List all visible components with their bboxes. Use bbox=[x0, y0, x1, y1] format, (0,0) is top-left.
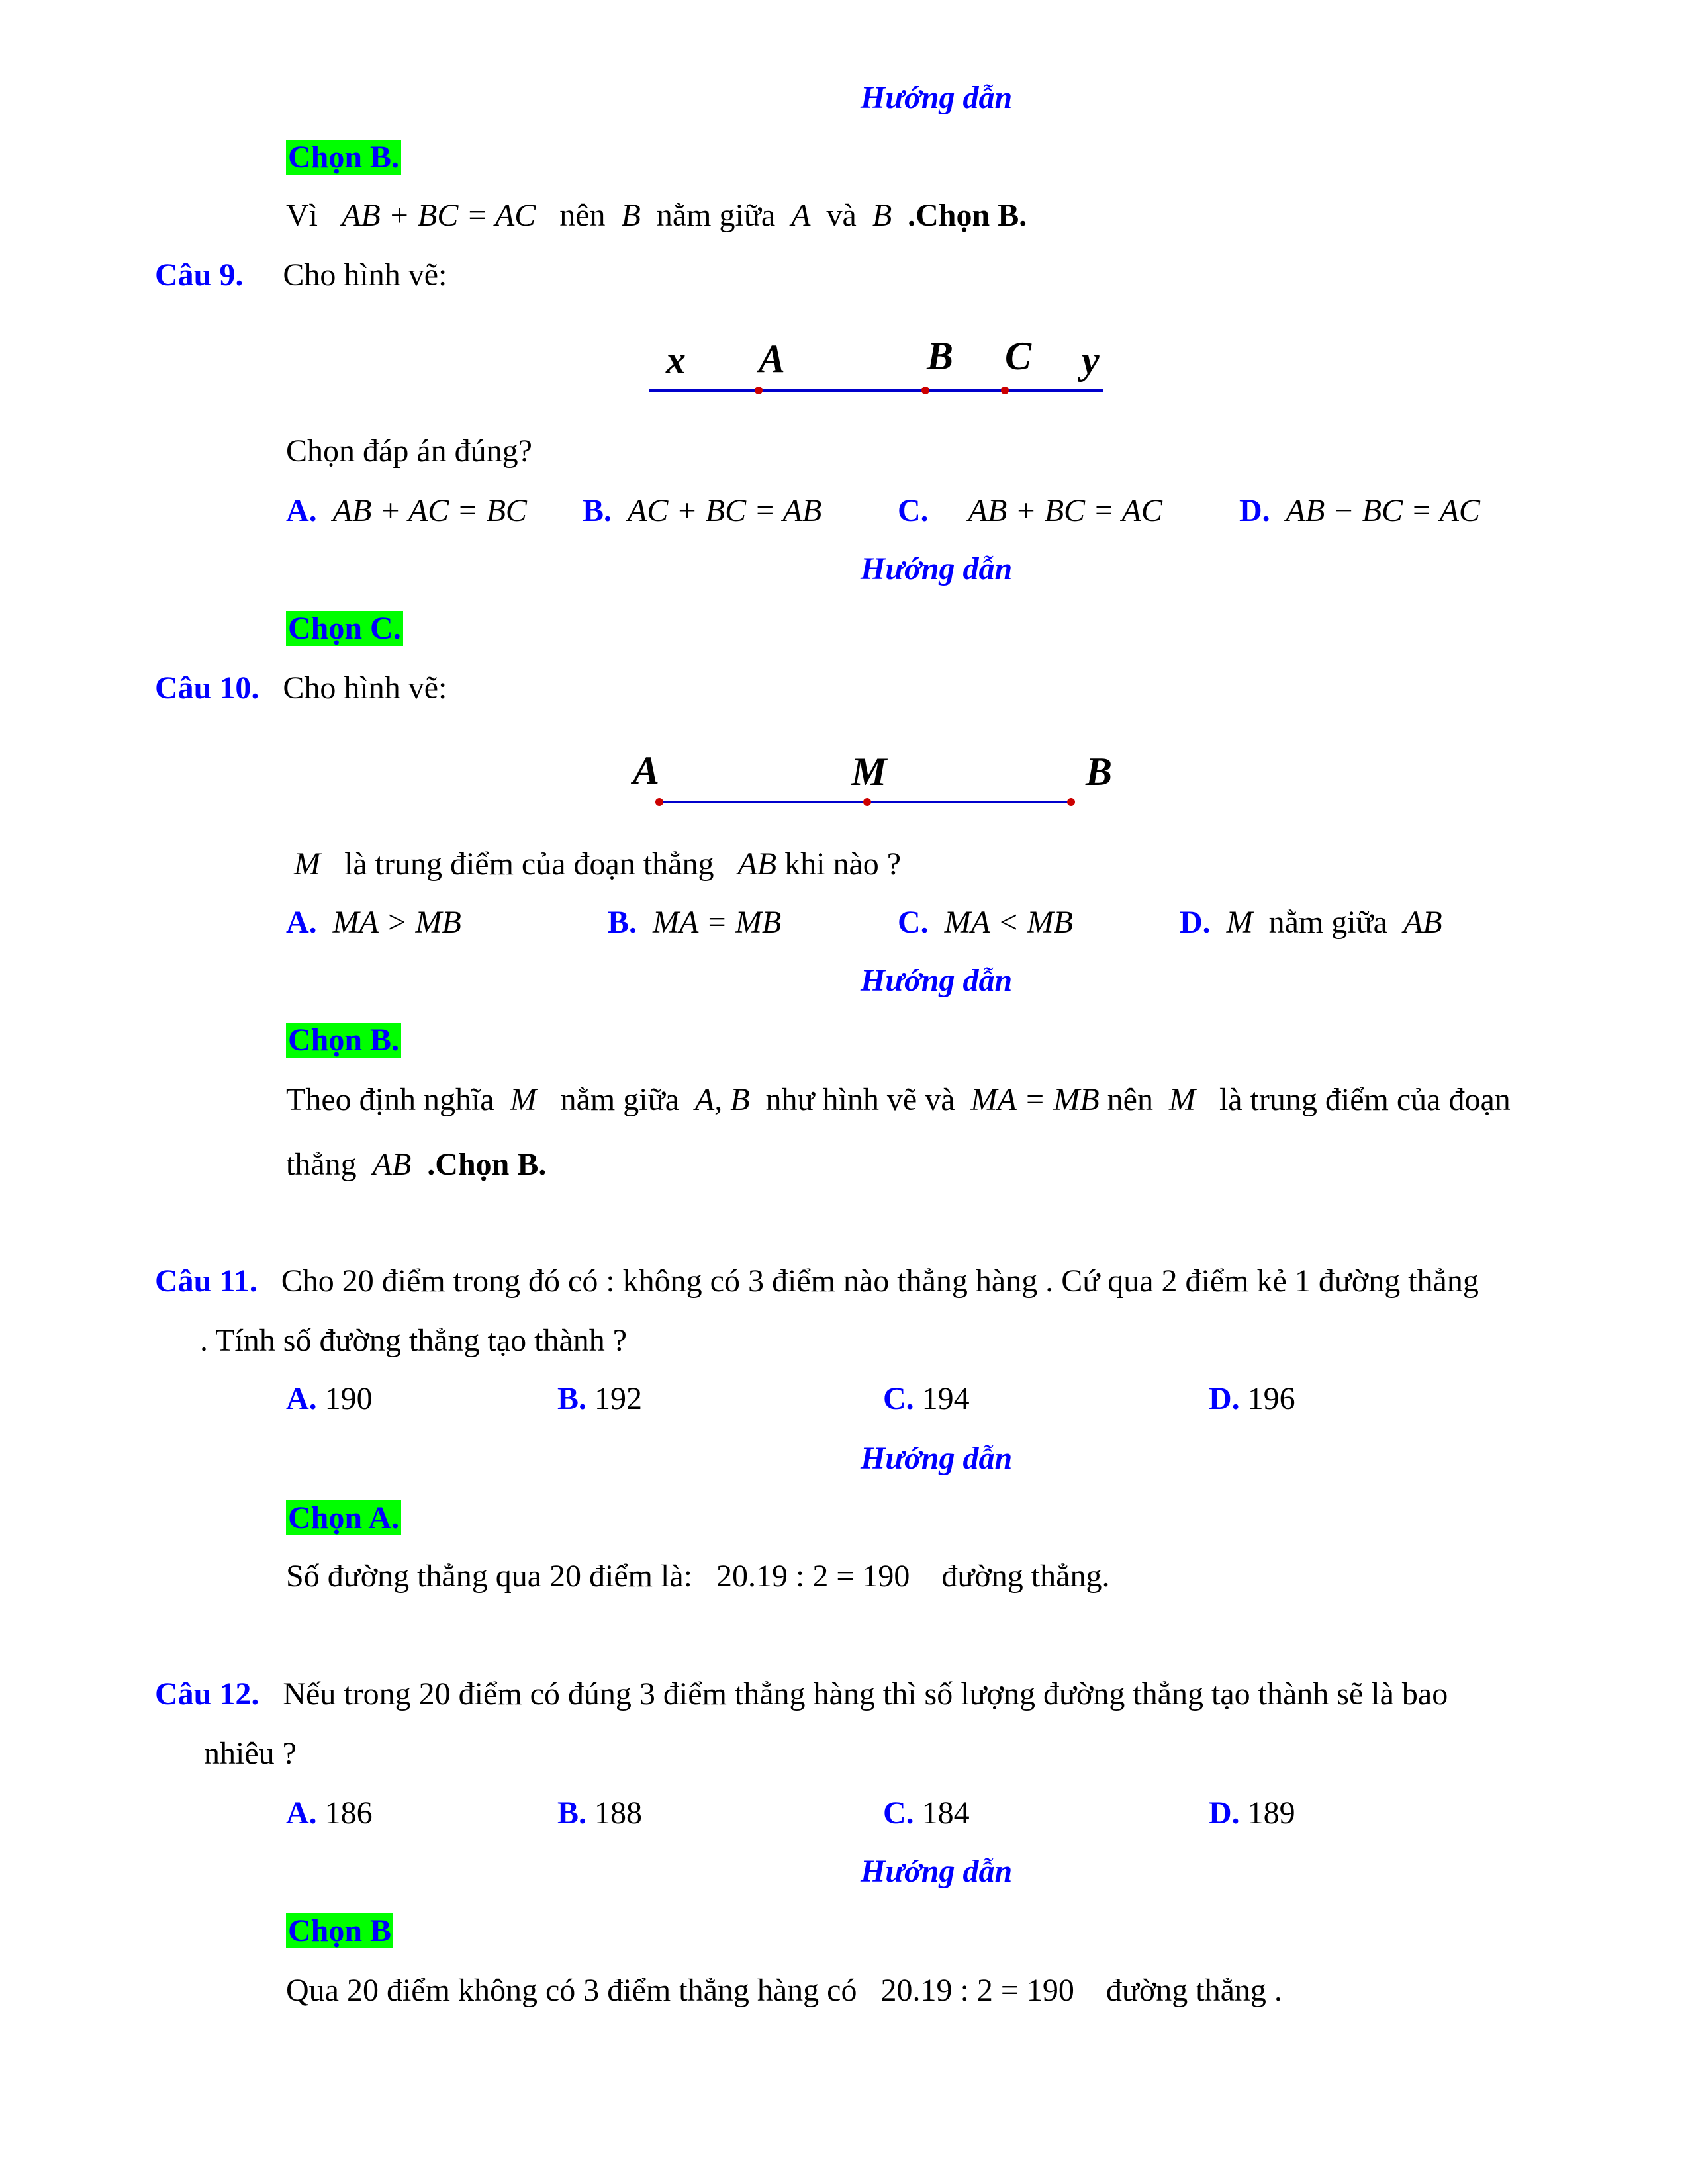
var: B bbox=[621, 198, 641, 233]
option-B bbox=[608, 903, 781, 942]
var: AB bbox=[737, 846, 777, 882]
text: nằm giữa bbox=[560, 1082, 679, 1117]
point-C bbox=[1001, 387, 1009, 394]
question-11-cont: . Tính số đường thẳng tạo thành ? bbox=[200, 1323, 628, 1358]
hint-heading-q10: Hướng dẫn bbox=[861, 963, 1013, 998]
hint-heading-q11: Hướng dẫn bbox=[861, 1441, 1013, 1476]
text: nên bbox=[559, 198, 606, 233]
text: đường thẳng. bbox=[941, 1559, 1110, 1594]
fig-label-B: B bbox=[1086, 750, 1113, 794]
question-11 bbox=[155, 1261, 1479, 1301]
option-A bbox=[286, 903, 461, 942]
text: là trung điểm của đoạn bbox=[1219, 1082, 1511, 1117]
answer-choice-q9 bbox=[286, 609, 403, 649]
fig-label-M: M bbox=[851, 750, 887, 794]
question-label: Câu 10. bbox=[155, 670, 259, 705]
fig-label-x: x bbox=[666, 338, 686, 382]
point-A bbox=[755, 387, 763, 394]
explanation-q10-line1 bbox=[286, 1080, 1511, 1120]
text: Qua 20 điểm không có 3 điểm thẳng hàng có bbox=[286, 1973, 857, 2008]
var: M bbox=[1226, 905, 1253, 940]
question-10 bbox=[155, 668, 447, 708]
hint-heading-q12: Hướng dẫn bbox=[861, 1854, 1013, 1889]
text: và bbox=[826, 198, 857, 233]
text: nên bbox=[1107, 1082, 1153, 1117]
option-C bbox=[883, 1379, 970, 1419]
option-value: MA < MB bbox=[944, 905, 1073, 940]
hint-heading-q8: Hướng dẫn bbox=[861, 80, 1013, 115]
var: AB bbox=[1403, 905, 1442, 940]
text: Số đường thẳng qua 20 điểm là: bbox=[286, 1559, 692, 1594]
answer-choice-q12 bbox=[286, 1911, 393, 1951]
prompt-q10 bbox=[294, 844, 901, 884]
question-label: Câu 9. bbox=[155, 257, 244, 293]
point-B bbox=[1067, 798, 1075, 806]
explanation-q11 bbox=[286, 1557, 1109, 1596]
text: khi nào ? bbox=[784, 846, 902, 882]
option-letter: B. bbox=[583, 493, 612, 528]
answer-highlight: Chọn A. bbox=[286, 1500, 401, 1535]
option-D bbox=[1209, 1379, 1295, 1419]
text: là trung điểm của đoạn thẳng bbox=[344, 846, 714, 882]
text: thẳng bbox=[286, 1147, 357, 1182]
option-letter: B. bbox=[557, 1381, 587, 1416]
option-value: MA = MB bbox=[653, 905, 782, 940]
option-D bbox=[1180, 903, 1442, 942]
question-12 bbox=[155, 1674, 1448, 1714]
option-B bbox=[583, 491, 821, 531]
equation: 20.19 : 2 = 190 bbox=[880, 1973, 1074, 2008]
option-value: 194 bbox=[921, 1381, 970, 1416]
option-letter: C. bbox=[898, 493, 929, 528]
option-value: 189 bbox=[1247, 1796, 1295, 1831]
var: A bbox=[791, 198, 811, 233]
option-letter: C. bbox=[883, 1381, 914, 1416]
var: A, B bbox=[694, 1082, 750, 1117]
option-value: 188 bbox=[594, 1796, 643, 1831]
option-value: AB + AC = BC bbox=[332, 493, 527, 528]
fig-label-A: A bbox=[633, 749, 660, 792]
option-value: 186 bbox=[324, 1796, 373, 1831]
option-letter: A. bbox=[286, 493, 317, 528]
var: M bbox=[1168, 1082, 1196, 1117]
text: Vì bbox=[286, 198, 318, 233]
answer-highlight: Chọn B bbox=[286, 1913, 393, 1948]
text: .Chọn B. bbox=[427, 1147, 547, 1182]
option-letter: D. bbox=[1209, 1381, 1240, 1416]
option-letter: D. bbox=[1239, 493, 1270, 528]
var: M bbox=[510, 1082, 537, 1117]
answer-highlight: Chọn B. bbox=[286, 1023, 401, 1058]
option-letter: D. bbox=[1209, 1796, 1240, 1831]
question-text: Cho 20 điểm trong đó có : không có 3 điểm nào thẳng hàng . Cứ qua 2 điểm kẻ 1 đường thẳng bbox=[281, 1263, 1479, 1298]
option-D bbox=[1209, 1794, 1295, 1833]
equation: MA = MB bbox=[970, 1082, 1100, 1117]
fig-label-A: A bbox=[759, 337, 786, 381]
equation: AB + BC = AC bbox=[342, 198, 536, 233]
option-value: 192 bbox=[594, 1381, 643, 1416]
answer-choice-q11 bbox=[286, 1498, 401, 1538]
text: .Chọn B. bbox=[908, 198, 1027, 233]
option-C bbox=[883, 1794, 970, 1833]
option-letter: A. bbox=[286, 905, 317, 940]
option-B bbox=[557, 1794, 642, 1833]
fig-label-y: y bbox=[1082, 338, 1100, 382]
question-12-cont: nhiêu ? bbox=[204, 1736, 297, 1771]
option-letter: D. bbox=[1180, 905, 1211, 940]
option-letter: B. bbox=[608, 905, 637, 940]
option-value: AC + BC = AB bbox=[628, 493, 822, 528]
option-letter: C. bbox=[883, 1796, 914, 1831]
option-C bbox=[898, 903, 1073, 942]
option-value: MA > MB bbox=[332, 905, 461, 940]
question-label: Câu 11. bbox=[155, 1263, 258, 1298]
point-A bbox=[655, 798, 663, 806]
option-value: AB + BC = AC bbox=[968, 493, 1162, 528]
option-letter: C. bbox=[898, 905, 929, 940]
point-M bbox=[863, 798, 871, 806]
prompt-q9: Chọn đáp án đúng? bbox=[286, 433, 532, 469]
option-letter: A. bbox=[286, 1796, 317, 1831]
option-value: 184 bbox=[921, 1796, 970, 1831]
var: AB bbox=[372, 1147, 412, 1182]
option-letter: B. bbox=[557, 1796, 587, 1831]
option-B bbox=[557, 1379, 642, 1419]
explanation-q10-line2 bbox=[286, 1145, 546, 1185]
option-value: nằm giữa bbox=[1268, 905, 1387, 940]
option-C bbox=[898, 491, 1162, 531]
option-A bbox=[286, 1379, 373, 1419]
explanation-q12 bbox=[286, 1971, 1282, 2011]
answer-highlight: Chọn C. bbox=[286, 611, 403, 646]
option-A bbox=[286, 1794, 373, 1833]
question-text: Cho hình vẽ: bbox=[283, 670, 447, 705]
option-value: AB − BC = AC bbox=[1286, 493, 1480, 528]
point-B bbox=[921, 387, 929, 394]
text: đường thẳng . bbox=[1105, 1973, 1282, 2008]
question-text: Cho hình vẽ: bbox=[283, 257, 447, 293]
option-D bbox=[1239, 491, 1480, 531]
question-text: Nếu trong 20 điểm có đúng 3 điểm thẳng hàng thì số lượng đường thẳng tạo thành sẽ là bao bbox=[283, 1676, 1448, 1711]
equation: 20.19 : 2 = 190 bbox=[716, 1559, 910, 1594]
text: như hình vẽ và bbox=[765, 1082, 955, 1117]
answer-choice-q10 bbox=[286, 1021, 401, 1060]
option-value: 190 bbox=[324, 1381, 373, 1416]
option-value: 196 bbox=[1247, 1381, 1295, 1416]
option-letter: A. bbox=[286, 1381, 317, 1416]
fig-label-C: C bbox=[1005, 334, 1032, 378]
var: M bbox=[294, 846, 320, 882]
fig-label-B: B bbox=[927, 334, 954, 378]
answer-highlight: Chọn B. bbox=[286, 140, 401, 175]
question-label: Câu 12. bbox=[155, 1676, 259, 1711]
var: B bbox=[872, 198, 892, 233]
option-A bbox=[286, 491, 527, 531]
text: Theo định nghĩa bbox=[286, 1082, 494, 1117]
text: nằm giữa bbox=[656, 198, 776, 233]
hint-heading-q9: Hướng dẫn bbox=[861, 551, 1013, 586]
